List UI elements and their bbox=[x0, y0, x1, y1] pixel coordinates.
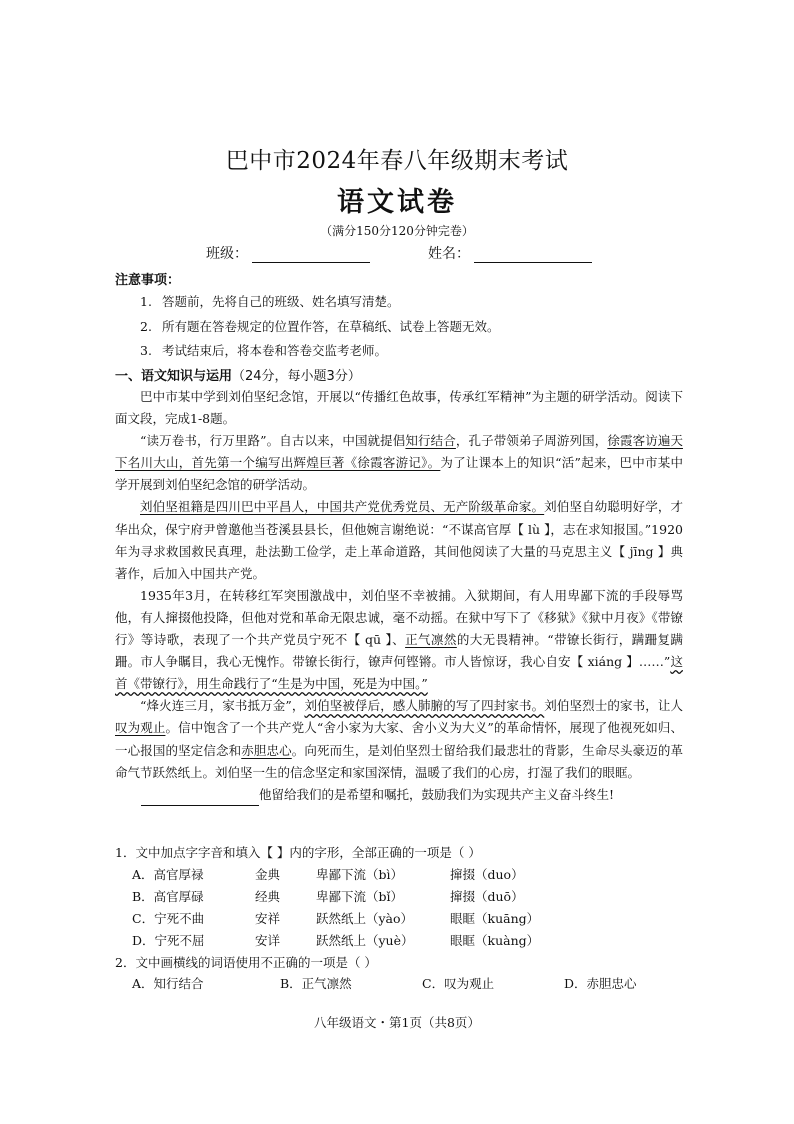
question-2-option-b[interactable]: B．正气凛然 bbox=[280, 976, 352, 991]
wavy-underlined-sentence: 刘伯坚被俘后，感人肺腑的写了四封家书。 bbox=[304, 698, 545, 714]
underlined-term: 赤胆忠心 bbox=[241, 742, 292, 758]
subject-title: 语文试卷 bbox=[337, 187, 457, 218]
underlined-sentence: 刘伯坚祖籍是四川巴中平昌人，中国共产党优秀党员、无产阶级革命家。 bbox=[140, 499, 545, 515]
question-1-stem: 1．文中加点字字音和填入【 】内的字形，全部正确的一项是（ ） bbox=[115, 845, 481, 860]
wavy-underlined-sentence: 这首《带镣行》，用生命践行了“生是为中国，死是为中国。” bbox=[115, 654, 683, 692]
exam-subtitle: （满分150分120分钟完卷） bbox=[320, 224, 474, 238]
exam-page: 巴中市2024年春八年级期末考试 语文试卷 （满分150分120分钟完卷） 班级： 姓名： 注意事项： 1. 答题前，先将自己的班级、姓名填写清楚。 2. 所有题在答卷规定的位置作答，在草稿纸、试卷上答题无效。 3. 考试结束后，将本卷和答卷交监考老师。 一、语文知识与运用（24分，每小题3分） 巴中市某中学到刘伯坚纪念馆，开展以“传播红色故事，传承红军精神”为主题的研学活动。阅读下面文段，完成1-8题。 “读万卷书，行万里路”。自古以来，中国就提倡知行结合，孔子带领弟子周游列国，徐霞客访遍天下名川大山，首先第一个编写出辉煌巨著《徐霞客游记》。为了让课本上的知识“活”起来，巴中市某中学开展到刘伯坚纪念馆的研学活动。 刘伯坚祖籍是四川巴中平昌人，中国共产党优秀党员、无产阶级革命家。刘伯坚自幼聪明好学，才华出众，保宁府尹曾邀他当苍溪县县长，但他婉言谢绝说：“不谋高官厚【 lù 】，志在求知报国。”1920年为寻求救国救民真理，赴法勤工俭学，走上革命道路，其间他阅读了大量的马克思主义【 jīng 】典著作，后加入中国共产党。 1935年3月，在转移红军突围激战中，刘伯坚不幸被捕。入狱期间，有人用卑鄙下流的手段辱骂他，有人撺掇他投降，但他对党和革命无限忠诚，毫不动摇。在狱中写下了《移狱》《狱中月夜》《带镣行》等诗歌，表现了一个共产党员宁死不【 qū 】、正气凛然的大无畏精神。“带镣长街行，蹒跚复蹒跚。市人争瞩目，我心无愧怍。带镣长街行，镣声何铿锵。市人皆惊讶，我心自安【 xiáng 】……”这首《带镣行》，用生命践行了“生是为中国，死是为中国。” “烽火连三月，家书抵万金”，刘伯坚被俘后，感人肺腑的写了四封家书。刘伯坚烈士的家书，让人叹为观止。信中饱含了一个共产党人“舍小家为大家、舍小义为大义”的革命情怀，展现了他视死如归、一心报国的坚定信念和赤胆忠心。向死而生，是刘伯坚烈士留给我们最悲壮的背影，生命尽头豪迈的革命气节跃然纸上。刘伯坚一生的信念坚定和家国深情，温暖了我们的心房，打湿了我们的眼眶。 他留给我们的是希望和嘱托，鼓励我们为实现共产主义奋斗终生! 1．文中加点字字音和填入【 】内的字形，全部正确的一项是（ ） A．高官厚禄 金典 卑鄙下流（bì） 撺掇（duo） B．高官厚碌 经典 卑鄙下流（bǐ） 撺掇（duō） C．宁死不曲 安祥 跃然纸上（yào） 眼眶（kuāng） D．宁死不屈 安详 跃然纸上（yuè） 眼眶（kuàng） 2．文中画横线的词语使用不正确的一项是（ ） A．知行结合 B．正气凛然 C．叹为观止 D．赤胆忠心 八年级语文・第1页（共8页） bbox=[0, 0, 794, 1124]
class-label: 班级： bbox=[206, 246, 248, 262]
class-field[interactable] bbox=[252, 246, 370, 263]
page-footer: 八年级语文・第1页（共8页） bbox=[314, 1015, 480, 1030]
passage-intro: 巴中市某中学到刘伯坚纪念馆，开展以“传播红色故事，传承红军精神”为主题的研学活动。阅读下面文段，完成1-8题。 bbox=[115, 389, 683, 427]
underlined-term: 正气凛然 bbox=[405, 632, 457, 648]
passage-paragraph: 1935年3月，在转移红军突围激战中，刘伯坚不幸被捕。入狱期间，有人用卑鄙下流的手段辱骂他，有人撺掇他投降，但他对党和革命无限忠诚，毫不动摇。在狱中写下了《移狱》《狱中月夜》《带镣行》等诗歌，表现了一个共产党员宁死不【 qū 】、正气凛然的大无畏精神。“带镣长街行，蹒跚复蹒跚。市人争瞩目，我心无愧怍。带镣长街行，镣声何铿锵。市人皆惊讶，我心自安【 xiáng 】……”这首《带镣行》，用生命践行了“生是为中国，死是为中国。” bbox=[115, 587, 683, 692]
note-item: 1. 答题前，先将自己的班级、姓名填写清楚。 bbox=[140, 294, 400, 309]
underlined-term: 知行结合 bbox=[405, 433, 456, 449]
question-2-option-a[interactable]: A．知行结合 bbox=[132, 976, 204, 991]
question-2-stem: 2．文中画横线的词语使用不正确的一项是（ ） bbox=[115, 955, 377, 970]
reading-passage bbox=[115, 386, 683, 806]
name-field[interactable] bbox=[474, 246, 592, 263]
question-2-option-c[interactable]: C．叹为观止 bbox=[422, 976, 495, 991]
passage-paragraph: “读万卷书，行万里路”。自古以来，中国就提倡知行结合，孔子带领弟子周游列国，徐霞客访遍天下名川大山，首先第一个编写出辉煌巨著《徐霞客游记》。为了让课本上的知识“活”起来，巴中市某中学开展到刘伯坚纪念馆的研学活动。 bbox=[115, 433, 683, 493]
passage-paragraph: “烽火连三月，家书抵万金”，刘伯坚被俘后，感人肺腑的写了四封家书。刘伯坚烈士的家书，让人叹为观止。信中饱含了一个共产党人“舍小家为大家、舍小义为大义”的革命情怀，展现了他视死如归、一心报国的坚定信念和赤胆忠心。向死而生，是刘伯坚烈士留给我们最悲壮的背影，生命尽头豪迈的革命气节跃然纸上。刘伯坚一生的信念坚定和家国深情，温暖了我们的心房，打湿了我们的眼眶。 bbox=[115, 698, 683, 780]
underlined-term: 叹为观止 bbox=[115, 720, 166, 736]
note-item: 3. 考试结束后，将本卷和答卷交监考老师。 bbox=[140, 343, 388, 358]
name-label: 姓名： bbox=[428, 246, 470, 262]
question-2-option-d[interactable]: D．赤胆忠心 bbox=[564, 976, 637, 991]
passage-paragraph: 刘伯坚祖籍是四川巴中平昌人，中国共产党优秀党员、无产阶级革命家。刘伯坚自幼聪明好学，才华出众，保宁府尹曾邀他当苍溪县县长，但他婉言谢绝说：“不谋高官厚【 lù 】，志在求知报国。”1920年为寻求救国救民真理，赴法勤工俭学，走上革命道路，其间他阅读了大量的马克思主义【 jīng 】典著作，后加入中国共产党。 bbox=[115, 499, 683, 581]
underlined-sentence: 徐霞客访遍天下名川大山，首先第一个编写出辉煌巨著《徐霞客游记》。 bbox=[115, 433, 683, 471]
exam-title: 巴中市2024年春八年级期末考试 bbox=[225, 148, 569, 174]
note-item: 2. 所有题在答卷规定的位置作答，在草稿纸、试卷上答题无效。 bbox=[140, 319, 500, 334]
notes-heading: 注意事项： bbox=[115, 273, 181, 288]
fill-in-blank[interactable] bbox=[141, 791, 259, 806]
section-heading: 一、语文知识与运用（24分，每小题3分） bbox=[115, 369, 361, 384]
passage-paragraph: 他留给我们的是希望和嘱托，鼓励我们为实现共产主义奋斗终生! bbox=[115, 784, 683, 806]
